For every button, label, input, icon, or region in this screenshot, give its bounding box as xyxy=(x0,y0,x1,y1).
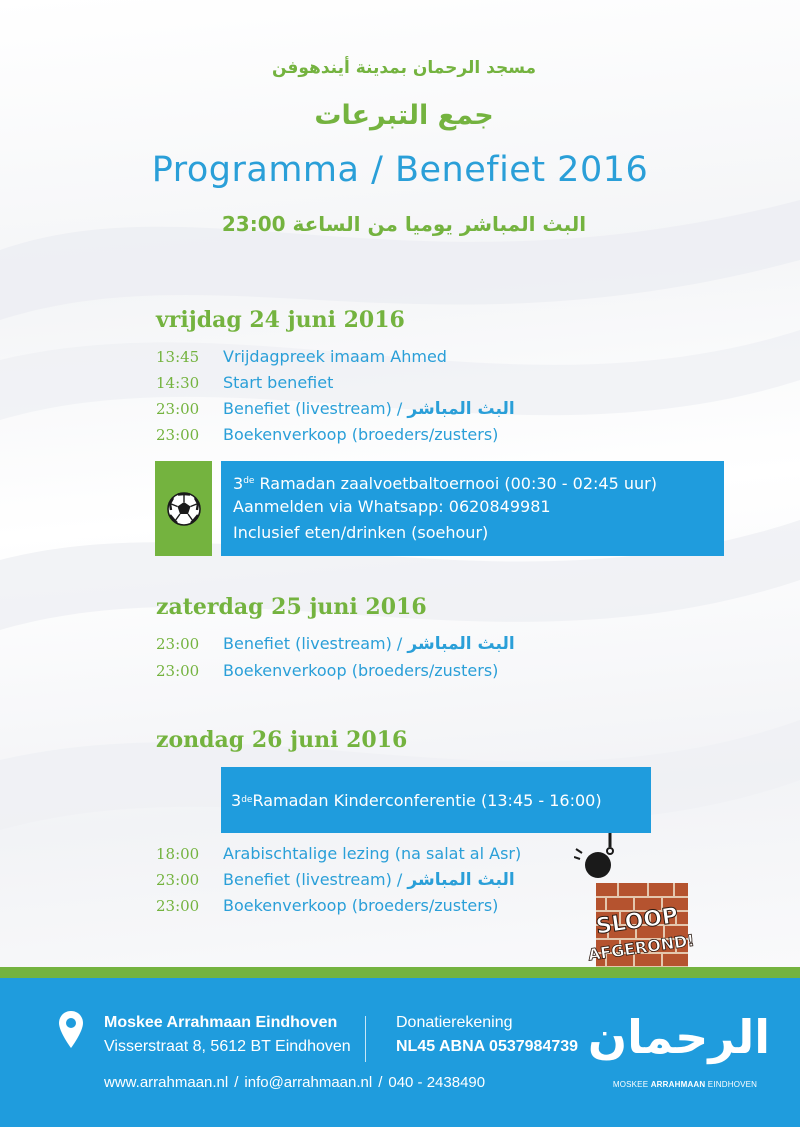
event-time: 23:00 xyxy=(156,635,200,653)
event-desc: Boekenverkoop (broeders/zusters) xyxy=(223,896,499,915)
event-time: 23:00 xyxy=(156,897,200,915)
event-desc-arabic: البث المباشر xyxy=(407,399,515,419)
event-desc-arabic: البث المباشر xyxy=(407,634,515,654)
tournament-signup: Aanmelden via Whatsapp: 0620849981 xyxy=(233,497,551,516)
event-row xyxy=(156,894,498,918)
day-heading-sunday: zondag 26 juni 2016 xyxy=(156,727,408,753)
event-desc: Boekenverkoop (broeders/zusters) xyxy=(223,661,499,680)
event-desc: Boekenverkoop (broeders/zusters) xyxy=(223,425,499,444)
event-time: 14:30 xyxy=(156,374,200,392)
tournament-title-text: Ramadan zaalvoetbaltoernooi (00:30 - 02:45 uur) xyxy=(254,474,657,493)
event-desc: Start benefiet xyxy=(223,373,334,392)
logo-arabic: الرحمان xyxy=(587,1010,770,1064)
event-row xyxy=(156,659,498,683)
logo-subtitle xyxy=(600,1080,770,1089)
event-time: 23:00 xyxy=(156,426,200,444)
day-heading-friday: vrijdag 24 juni 2016 xyxy=(156,307,405,333)
event-time: 23:00 xyxy=(156,871,200,889)
conference-info-box xyxy=(221,767,651,833)
ordinal-suffix: de xyxy=(243,476,255,486)
location-pin-icon xyxy=(58,1010,84,1050)
livestream-notice-time: 23:00 xyxy=(221,212,286,236)
event-desc: Benefiet (livestream) / xyxy=(223,634,408,653)
livestream-notice-text: البث المباشر يوميا من الساعة xyxy=(292,212,587,236)
event-desc-arabic: البث المباشر xyxy=(407,870,515,890)
footer-accent-strip xyxy=(0,967,800,978)
livestream-notice-arabic xyxy=(8,212,800,236)
tournament-title xyxy=(233,468,712,494)
demolition-badge xyxy=(574,833,724,983)
event-row xyxy=(156,842,521,866)
separator: / xyxy=(234,1074,239,1091)
ordinal-suffix: de xyxy=(241,795,253,805)
football-icon xyxy=(166,491,202,527)
event-desc: Arabischtalige lezing (na salat al Asr) xyxy=(223,844,522,863)
email-link[interactable]: info@arrahmaan.nl xyxy=(244,1074,373,1091)
separator: / xyxy=(378,1074,383,1091)
event-time: 23:00 xyxy=(156,662,200,680)
donation-label: Donatierekening xyxy=(396,1014,513,1031)
conference-title-text: Ramadan Kinderconferentie (13:45 - 16:00) xyxy=(252,790,602,810)
wrecking-ball-icon xyxy=(585,852,611,878)
fundraising-title-arabic: جمع التبرعات xyxy=(314,100,494,131)
event-desc: Benefiet (livestream) / xyxy=(223,399,408,418)
day-heading-saturday: zaterdag 25 juni 2016 xyxy=(156,594,427,620)
event-desc: Vrijdagpreek imaam Ahmed xyxy=(223,347,447,366)
event-row xyxy=(156,868,515,892)
event-time: 18:00 xyxy=(156,845,200,863)
event-row xyxy=(156,397,515,421)
logo-subtitle-suffix: EINDHOVEN xyxy=(705,1080,758,1089)
event-row xyxy=(156,371,333,395)
page-title: Programma / Benefiet 2016 xyxy=(151,150,649,190)
phone-number: 040 - 2438490 xyxy=(388,1074,486,1091)
football-icon-box xyxy=(155,461,212,556)
badge-line1: SLOOP xyxy=(594,903,680,940)
tournament-info-box xyxy=(221,461,724,556)
ordinal-number: 3 xyxy=(233,474,244,493)
footer-org-name: Moskee Arrahmaan Eindhoven xyxy=(104,1014,338,1031)
footer-contact xyxy=(104,1074,485,1091)
logo-subtitle-prefix: MOSKEE xyxy=(612,1080,651,1089)
event-row xyxy=(156,423,498,447)
event-time: 13:45 xyxy=(156,348,200,366)
website-link[interactable]: www.arrahmaan.nl xyxy=(104,1074,229,1091)
badge-line2: AFGEROND! xyxy=(586,930,696,965)
event-row xyxy=(156,345,447,369)
logo-subtitle-bold: ARRAHMAAN xyxy=(650,1080,706,1089)
donation-iban: NL45 ABNA 0537984739 xyxy=(396,1038,579,1055)
mosque-name-arabic: مسجد الرحمان بمدينة أيندهوفن xyxy=(271,58,537,78)
ordinal-number: 3 xyxy=(231,790,242,810)
tournament-includes: Inclusief eten/drinken (soehour) xyxy=(233,523,489,542)
footer-divider xyxy=(365,1016,366,1062)
event-desc: Benefiet (livestream) / xyxy=(223,870,408,889)
event-time: 23:00 xyxy=(156,400,200,418)
footer-address: Visserstraat 8, 5612 BT Eindhoven xyxy=(104,1038,351,1055)
event-row xyxy=(156,632,515,656)
